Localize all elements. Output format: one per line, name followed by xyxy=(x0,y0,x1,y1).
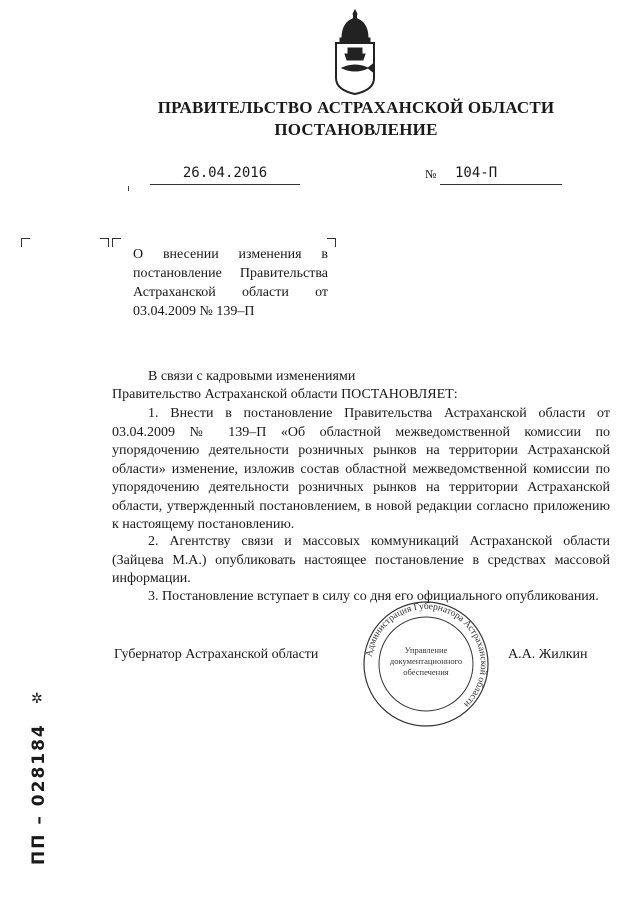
serial-number: ПП – 028184 xyxy=(29,723,49,865)
preamble-resolution: Правительство Астраханской области ПОСТАНОВЛЯЕТ: xyxy=(112,387,458,402)
preamble-reason: В связи с кадровыми изменениями xyxy=(148,369,356,384)
document-date: 26.04.2016 xyxy=(150,165,300,185)
signer-name: А.А. Жилкин xyxy=(508,647,588,662)
document-number: 104-П xyxy=(455,165,498,181)
margin-mark xyxy=(128,186,129,191)
subject-bracket-left-b xyxy=(112,238,121,247)
signer-title: Губернатор Астраханской области xyxy=(114,647,319,662)
organization-name: ПРАВИТЕЛЬСТВО АСТРАХАНСКОЙ ОБЛАСТИ xyxy=(157,98,555,117)
resolution-item-3: 3. Постановление вступает в силу со дня его официального опубликования. xyxy=(148,589,599,604)
document-subject: О внесении изменения в постановление Правительства Астраханской области от 03.04.2009 № 139–П xyxy=(133,247,328,319)
seal-inner-line-2: документационного xyxy=(389,656,463,666)
document-number-line xyxy=(440,165,562,185)
subject-bracket-left-a xyxy=(100,238,109,247)
resolution-item-1: 1. Внести в постановление Правительства Астраханской области от 03.04.2009 № 139–П «Об областной межведомственной комиссии по упорядочению деятельности розничных рынков на территории Астраханской области» изменение, изложив состав областной межведомственной комиссии по упорядочению деятельности розничных рынков на территории Астраханской области, утвержденный постановлением, в новой редакции согласно приложению к настоящему постановлению. xyxy=(112,406,610,532)
serial-number-strip xyxy=(24,690,54,870)
official-seal xyxy=(356,600,496,728)
seal-inner-line-1: Управление xyxy=(404,645,448,655)
subject-bracket-right xyxy=(327,238,336,247)
document-type: ПОСТАНОВЛЕНИЕ xyxy=(274,120,438,139)
seal-outer-text: Администрация Губернатора Астраханской области xyxy=(364,601,489,710)
left-margin-bracket xyxy=(21,238,30,247)
coat-of-arms-emblem xyxy=(330,8,380,96)
seal-inner-line-3: обеспечения xyxy=(403,667,449,677)
resolution-item-2: 2. Агентству связи и массовых коммуникаций Астраханской области (Зайцева М.А.) опубликовать настоящее постановление в средствах массовой информации. xyxy=(112,534,610,586)
number-label: № xyxy=(425,167,437,181)
rosette-icon: ✲ xyxy=(31,692,43,707)
